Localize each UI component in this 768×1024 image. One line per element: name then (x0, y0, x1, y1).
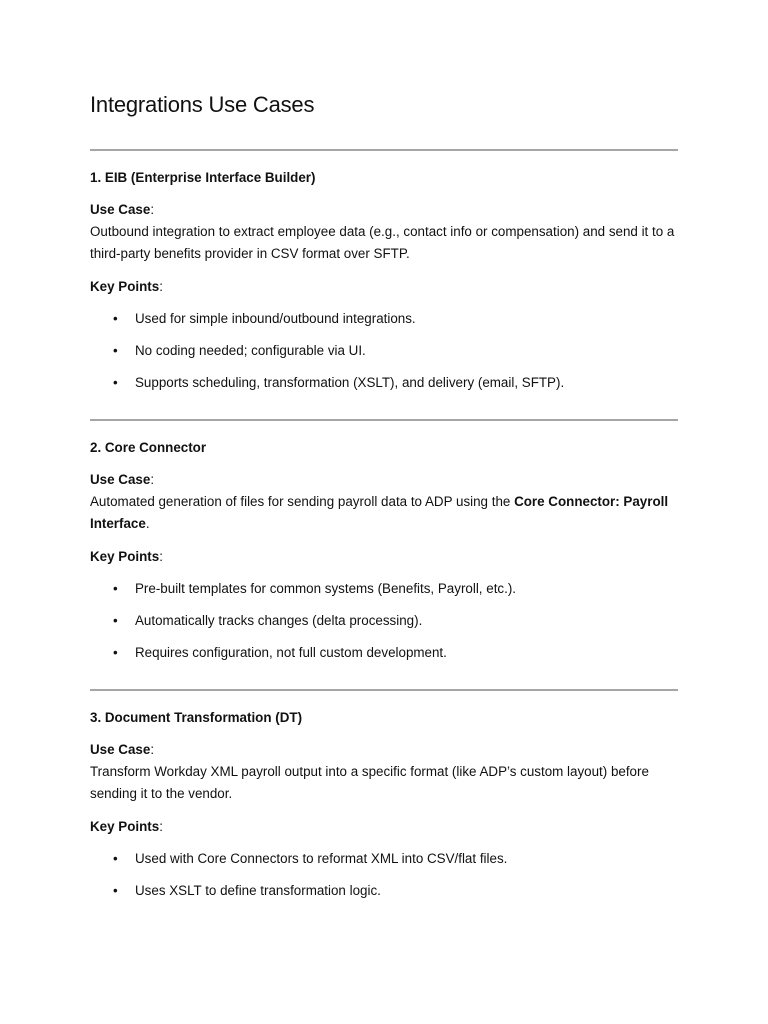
section-heading: 1. EIB (Enterprise Interface Builder) (90, 170, 316, 185)
bullet-icon: • (113, 375, 118, 390)
section-divider (90, 689, 678, 691)
use-case-label: Use Case: (90, 202, 155, 217)
list-item: • Used with Core Connectors to reformat XML into CSV/flat files. (90, 848, 680, 870)
key-points-label: Key Points: (90, 549, 163, 564)
key-points-label: Key Points: (90, 819, 163, 834)
section-eib (90, 167, 680, 404)
key-points-label: Key Points: (90, 279, 163, 294)
section-divider (90, 419, 678, 421)
use-case-text: Automated generation of files for sending payroll data to ADP using the Core Connector: Payroll Interface. (90, 494, 669, 531)
page-title: Integrations Use Cases (90, 92, 315, 117)
use-case-label: Use Case: (90, 742, 155, 757)
section-core-connector (90, 437, 680, 674)
bullet-icon: • (113, 343, 118, 358)
key-points-list (90, 578, 680, 664)
bullet-icon: • (113, 883, 118, 898)
section-heading: 2. Core Connector (90, 440, 207, 455)
list-item: • Uses XSLT to define transformation logic. (90, 880, 680, 902)
bullet-icon: • (113, 581, 118, 596)
key-points-list (90, 848, 680, 902)
bullet-icon: • (113, 851, 118, 866)
use-case-text: Outbound integration to extract employee data (e.g., contact info or compensation) and send it to a third-party benefits provider in CSV format over SFTP. (90, 224, 675, 261)
section-document-transformation (90, 707, 680, 912)
bullet-icon: • (113, 613, 118, 628)
list-item: • Requires configuration, not full custom development. (90, 642, 680, 664)
list-item: • Pre-built templates for common systems (Benefits, Payroll, etc.). (90, 578, 680, 600)
list-item: • Used for simple inbound/outbound integrations. (90, 308, 680, 330)
bullet-icon: • (113, 311, 118, 326)
list-item: • Supports scheduling, transformation (XSLT), and delivery (email, SFTP). (90, 372, 680, 394)
list-item: • Automatically tracks changes (delta processing). (90, 610, 680, 632)
section-heading: 3. Document Transformation (DT) (90, 710, 303, 725)
use-case-label: Use Case: (90, 472, 155, 487)
use-case-text: Transform Workday XML payroll output into a specific format (like ADP’s custom layout) before sending it to the vendor. (90, 764, 649, 801)
key-points-list (90, 308, 680, 394)
section-divider (90, 149, 678, 151)
bullet-icon: • (113, 645, 118, 660)
list-item: • No coding needed; configurable via UI. (90, 340, 680, 362)
